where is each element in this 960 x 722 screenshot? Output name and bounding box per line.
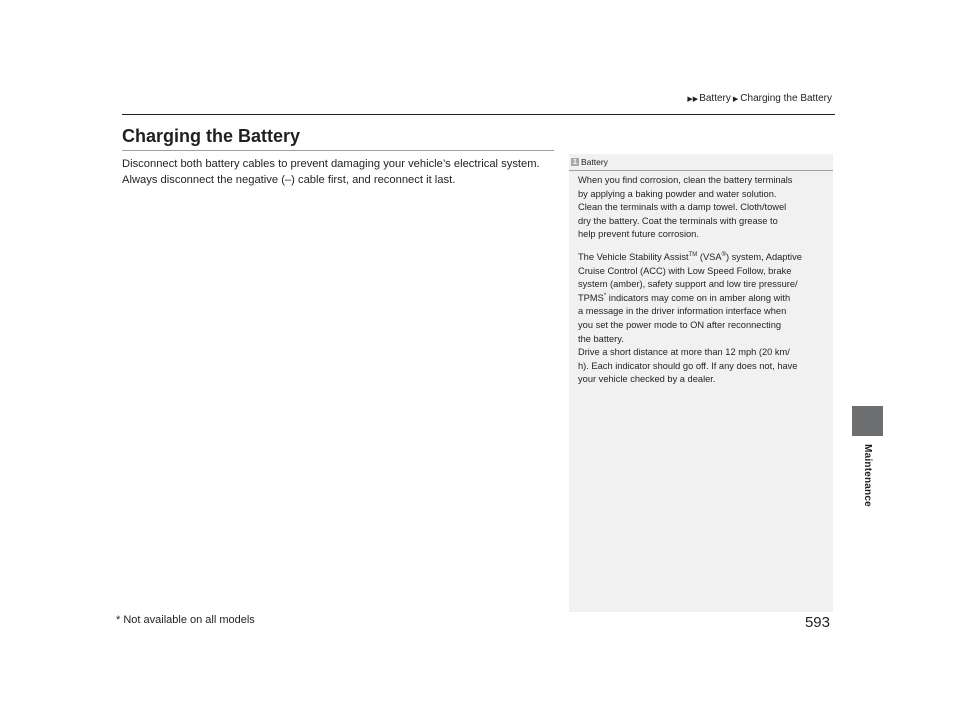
note-text: indicators may come on in amber along with bbox=[606, 292, 791, 303]
double-arrow-icon: ▶▶ bbox=[687, 95, 699, 103]
section-tab-label bbox=[853, 440, 881, 510]
note-line: your vehicle checked by a dealer. bbox=[578, 374, 716, 385]
note-line: by applying a baking powder and water solution. bbox=[578, 188, 777, 199]
body-line: Disconnect both battery cables to prevent damaging your vehicle’s electrical system. bbox=[122, 158, 540, 170]
note-line: Cruise Control (ACC) with Low Speed Follow, brake bbox=[578, 265, 792, 276]
trademark-mark: TM bbox=[688, 251, 698, 258]
note-number-icon: 1 bbox=[571, 158, 579, 166]
note-text: TPMS bbox=[578, 292, 604, 303]
note-text: (VSA bbox=[697, 251, 722, 262]
breadcrumb bbox=[687, 93, 832, 104]
note-line: When you find corrosion, clean the battery terminals bbox=[578, 175, 793, 185]
note-line: Clean the terminals with a damp towel. Cloth/towel bbox=[578, 202, 787, 213]
note-line bbox=[578, 292, 830, 306]
note-line: system (amber), safety support and low tire pressure/ bbox=[578, 279, 798, 290]
note-line: you set the power mode to ON after reconnecting bbox=[578, 319, 782, 330]
breadcrumb-charging[interactable]: Charging the Battery bbox=[740, 93, 832, 104]
header-rule bbox=[122, 114, 835, 115]
note-text: ) system, Adaptive bbox=[725, 251, 802, 262]
note-line: a message in the driver information interface when bbox=[578, 306, 787, 317]
note-line: the battery. bbox=[578, 333, 624, 344]
note-header bbox=[569, 154, 833, 171]
page-number: 593 bbox=[804, 614, 830, 631]
breadcrumb-battery[interactable]: Battery bbox=[699, 93, 731, 104]
body-line: Always disconnect the negative (–) cable first, and reconnect it last. bbox=[122, 174, 456, 186]
page-title: Charging the Battery bbox=[122, 126, 301, 146]
title-rule bbox=[122, 150, 554, 151]
note-line: h). Each indicator should go off. If any does not, have bbox=[578, 360, 798, 371]
note-content bbox=[578, 174, 830, 387]
registered-mark: ® bbox=[721, 251, 726, 258]
note-sidebar bbox=[569, 154, 833, 612]
section-tab-text: Maintenance bbox=[861, 443, 873, 507]
footnote-star-link[interactable]: * bbox=[603, 292, 607, 299]
footnote: * Not available on all models bbox=[116, 614, 255, 626]
arrow-icon: ▶ bbox=[732, 95, 739, 103]
note-line: dry the battery. Coat the terminals with grease to bbox=[578, 215, 778, 226]
paragraph-gap bbox=[578, 242, 830, 251]
section-tab-block bbox=[852, 406, 883, 436]
note-line bbox=[578, 251, 830, 265]
note-text: The Vehicle Stability Assist bbox=[578, 251, 689, 262]
note-title: Battery bbox=[581, 157, 608, 167]
note-line: Drive a short distance at more than 12 mph (20 km/ bbox=[578, 347, 790, 358]
body-text bbox=[122, 156, 562, 188]
note-line: help prevent future corrosion. bbox=[578, 229, 699, 240]
